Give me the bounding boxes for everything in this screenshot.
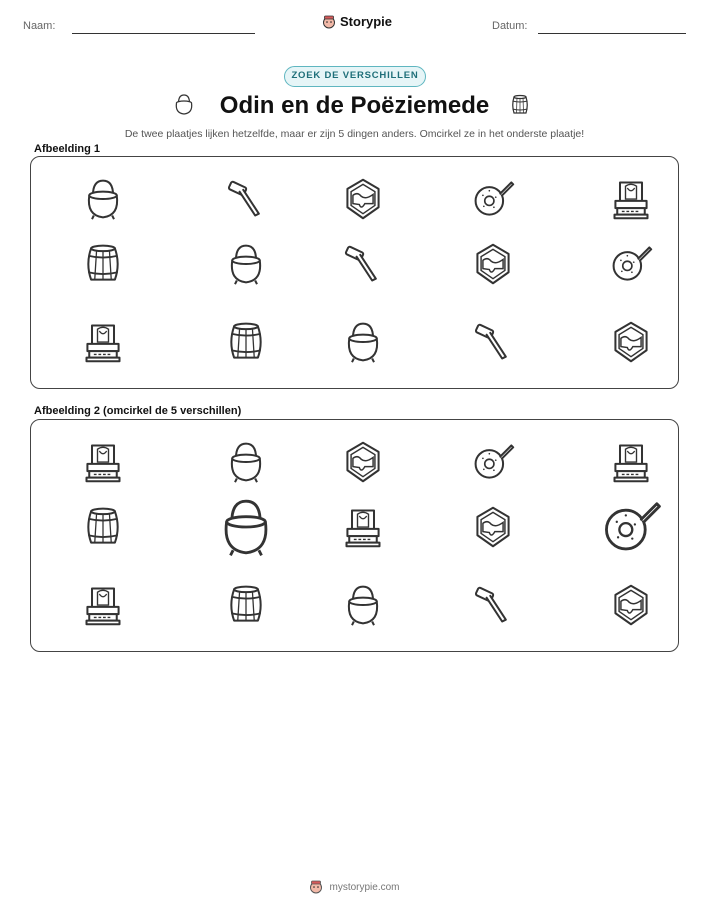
cauldron-icon[interactable] [341,583,385,627]
mead-hexagon-icon[interactable] [471,505,515,549]
mead-hexagon-icon [341,177,385,221]
millstone-icon[interactable] [471,440,515,484]
barrel-icon [81,242,125,286]
barrel-icon [224,320,268,364]
activity-tag: ZOEK DE VERSCHILLEN [284,66,426,87]
cauldron-icon [224,242,268,286]
mead-hexagon-icon [471,242,515,286]
panel-2-label: Afbeelding 2 (omcirkel de 5 verschillen) [34,405,242,417]
name-field[interactable] [72,33,255,34]
hammer-icon [224,177,268,221]
date-label: Datum: [492,20,528,32]
cauldron-icon [81,177,125,221]
barrel-icon [508,92,532,118]
cauldron-icon [341,320,385,364]
instructions: De twee plaatjes lijken hetzelfde, maar er zijn 5 dingen anders. Omcirkel ze in het onderste plaatje! [124,128,585,140]
brand-logo [322,14,392,29]
mead-hexagon-icon [609,320,653,364]
picture-panel-2[interactable] [30,419,679,652]
throne-icon [81,320,125,364]
millstone-icon[interactable] [600,496,662,558]
mead-hexagon-icon[interactable] [609,583,653,627]
barrel-icon[interactable] [81,505,125,549]
page-title: Odin en de Poëziemede [219,92,490,119]
hammer-icon [341,242,385,286]
footer-url: mystorypie.com [329,881,400,893]
name-label: Naam: [23,20,56,32]
picture-panel-1 [30,156,679,389]
throne-icon[interactable] [81,440,125,484]
millstone-icon [471,177,515,221]
storypie-mascot-icon [309,880,323,894]
footer [0,880,709,894]
barrel-icon[interactable] [224,583,268,627]
mead-hexagon-icon[interactable] [341,440,385,484]
hammer-icon [471,320,515,364]
brand-name: Storypie [340,14,393,29]
cauldron-icon[interactable] [215,496,277,558]
date-field[interactable] [538,33,686,34]
throne-icon[interactable] [341,505,385,549]
storypie-mascot-icon [322,15,336,29]
millstone-icon [609,242,653,286]
cauldron-icon[interactable] [224,440,268,484]
throne-icon[interactable] [609,440,653,484]
throne-icon[interactable] [81,583,125,627]
throne-icon [609,177,653,221]
hammer-icon[interactable] [471,583,515,627]
panel-1-label: Afbeelding 1 [34,143,101,155]
